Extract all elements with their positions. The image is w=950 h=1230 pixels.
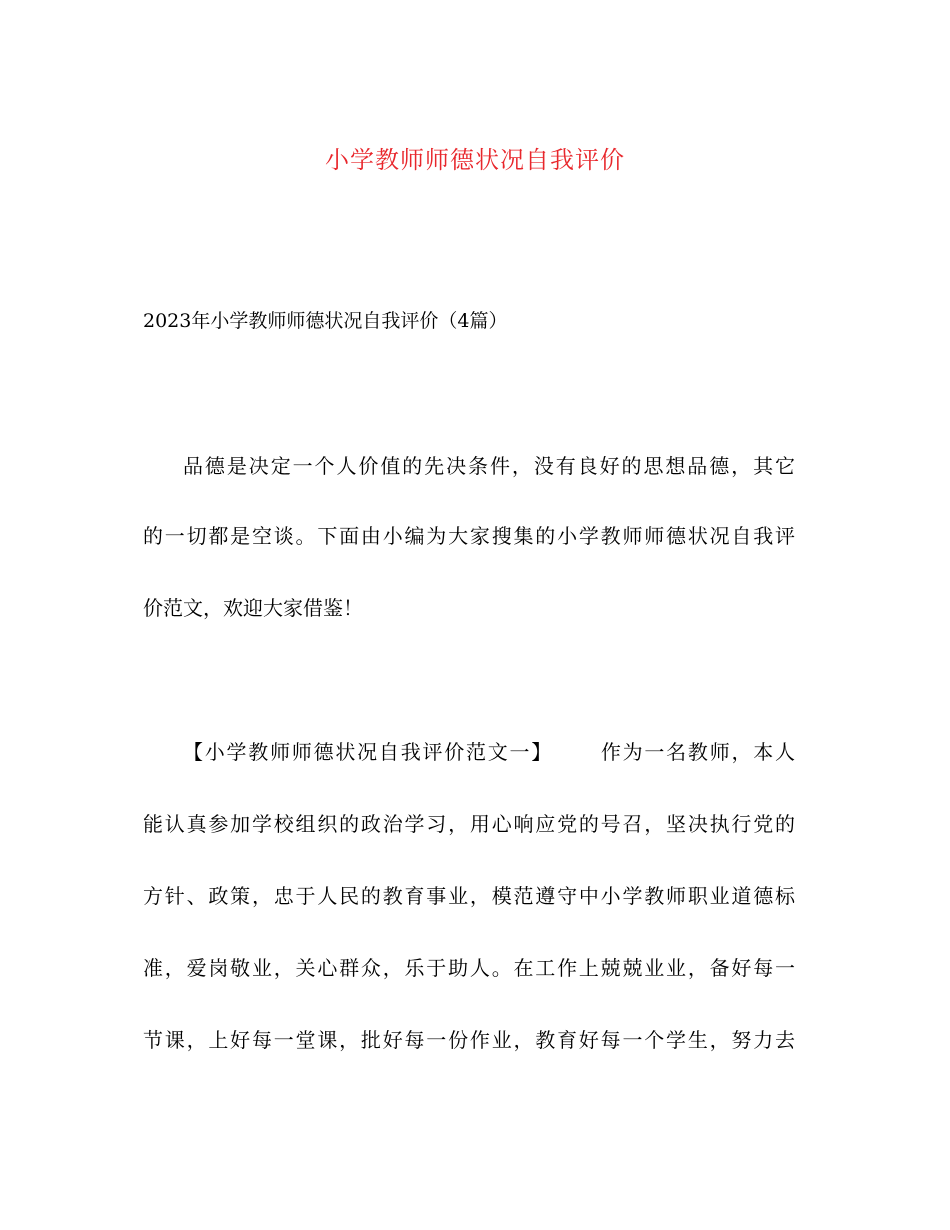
section-line-4: 节课，上好每一堂课，批好每一份作业，教育好每一个学生，努力去 <box>143 1028 795 1052</box>
intro-line-2: 的一切都是空谈。下面由小编为大家搜集的小学教师师德状况自我评 <box>143 524 795 548</box>
section-line-1: 能认真参加学校组织的政治学习，用心响应党的号召，坚决执行党的 <box>143 812 795 836</box>
section-first-line-text: 作为一名教师，本人 <box>599 740 796 764</box>
section-line-3: 准，爱岗敬业，关心群众，乐于助人。在工作上兢兢业业，备好每一 <box>143 956 795 980</box>
section-line-2: 方针、政策，忠于人民的教育事业，模范遵守中小学教师职业道德标 <box>143 884 795 908</box>
intro-line-1: 品德是决定一个人价值的先决条件，没有良好的思想品德，其它 <box>183 454 795 478</box>
intro-line-3: 价范文，欢迎大家借鉴！ <box>143 596 363 620</box>
section-first-line <box>183 737 795 767</box>
document-subtitle: 2023年小学教师师德状况自我评价（4篇） <box>143 310 508 332</box>
section-heading: 【小学教师师德状况自我评价范文一】 <box>183 740 554 764</box>
document-title: 小学教师师德状况自我评价 <box>325 146 625 174</box>
